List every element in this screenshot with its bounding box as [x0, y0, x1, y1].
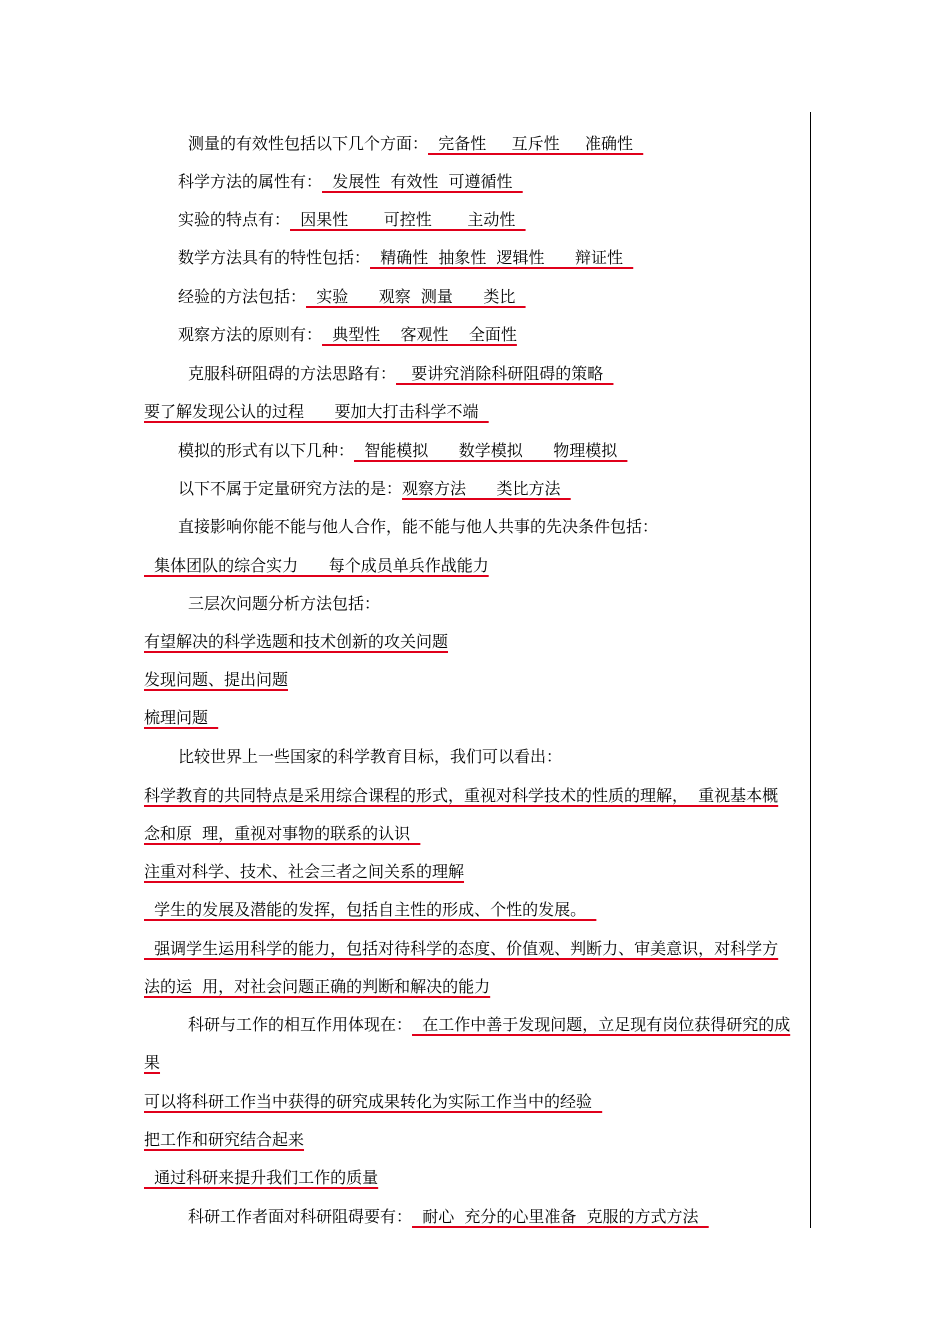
answer-text: 可以将科研工作当中获得的研究成果转化为实际工作当中的经验: [144, 1092, 603, 1111]
answer-text: 发展性 有效性 可遵循性: [322, 172, 523, 191]
answer-text: 要讲究消除科研阻碍的策略: [396, 364, 614, 383]
question-text: 科研工作者面对科研阻碍要有：: [188, 1207, 413, 1226]
text-line: [144, 285, 808, 309]
question-text: 科研与工作的相互作用体现在：: [188, 1015, 413, 1034]
answer-text: 强调学生运用科学的能力，包括对待科学的态度、价值观、判断力、审美意识，对科学方: [144, 939, 779, 958]
answer-text: 实验 观察 测量 类比: [306, 287, 526, 306]
answer-text: 耐心 充分的心里准备 克服的方式方法: [412, 1207, 709, 1226]
text-line: [144, 1205, 808, 1229]
text-line: [144, 400, 808, 424]
text-line: [144, 246, 808, 270]
question-text: 三层次问题分析方法包括：: [188, 594, 381, 613]
answer-text: 精确性 抽象性 逻辑性 辩证性: [370, 248, 634, 267]
question-text: 直接影响你能不能与他人合作，能不能与他人共事的先决条件包括：: [178, 517, 659, 536]
answer-text: 典型性 客观性 全面性: [322, 325, 517, 344]
text-line: [144, 937, 808, 961]
answer-text: 梳理问题: [144, 708, 219, 727]
question-text: 数学方法具有的特性包括：: [178, 248, 371, 267]
answer-text: 完备性 互斥性 准确性: [428, 134, 644, 153]
text-line: [144, 170, 808, 194]
answer-text: 果: [144, 1053, 161, 1072]
text-line: [144, 1166, 808, 1190]
text-line: [144, 362, 808, 386]
text-line: [144, 706, 808, 730]
text-line: [144, 860, 808, 884]
text-line: [144, 477, 808, 501]
answer-text: 学生的发展及潜能的发挥，包括自主性的形成、个性的发展。: [144, 900, 597, 919]
question-text: 观察方法的原则有：: [178, 325, 323, 344]
text-line: [144, 515, 808, 539]
text-line: [144, 745, 808, 769]
text-line: [144, 1013, 808, 1037]
answer-text: 把工作和研究结合起来: [144, 1130, 305, 1149]
question-text: 以下不属于定量研究方法的是：: [178, 479, 403, 498]
question-text: 测量的有效性包括以下几个方面：: [188, 134, 429, 153]
answer-text: 有望解决的科学选题和技术创新的攻关问题: [144, 632, 449, 651]
text-line: [144, 592, 808, 616]
question-text: 克服科研阻碍的方法思路有：: [188, 364, 397, 383]
answer-text: 要了解发现公认的过程 要加大打击科学不端: [144, 402, 489, 421]
question-text: 模拟的形式有以下几种：: [178, 441, 355, 460]
question-text: 比较世界上一些国家的科学教育目标，我们可以看出：: [178, 747, 563, 766]
answer-text: 科学教育的共同特点是采用综合课程的形式，重视对科学技术的性质的理解， 重视基本概: [144, 786, 779, 805]
text-line: [144, 1051, 808, 1075]
answer-text: 智能模拟 数学模拟 物理模拟: [354, 441, 628, 460]
question-text: 科学方法的属性有：: [178, 172, 323, 191]
text-line: [144, 1128, 808, 1152]
text-line: [144, 1090, 808, 1114]
question-text: 经验的方法包括：: [178, 287, 307, 306]
text-line: [144, 439, 808, 463]
text-line: [144, 208, 808, 232]
answer-text: 在工作中善于发现问题，立足现有岗位获得研究的成: [412, 1015, 791, 1034]
text-line: [144, 668, 808, 692]
answer-text: 观察方法 类比方法: [402, 479, 571, 498]
right-margin-rule: [810, 112, 811, 1228]
answer-text: 因果性 可控性 主动性: [290, 210, 526, 229]
answer-text: 法的运 用，对社会问题正确的判断和解决的能力: [144, 977, 491, 996]
text-line: [144, 630, 808, 654]
answer-text: 念和原 理，重视对事物的联系的认识: [144, 824, 421, 843]
text-line: [144, 132, 808, 156]
text-line: [144, 323, 808, 347]
text-line: [144, 898, 808, 922]
answer-text: 集体团队的综合实力 每个成员单兵作战能力: [144, 556, 489, 575]
text-line: [144, 975, 808, 999]
text-line: [144, 784, 808, 808]
text-line: [144, 554, 808, 578]
answer-text: 发现问题、提出问题: [144, 670, 289, 689]
text-line: [144, 822, 808, 846]
answer-text: 通过科研来提升我们工作的质量: [144, 1168, 379, 1187]
question-text: 实验的特点有：: [178, 210, 291, 229]
answer-text: 注重对科学、技术、社会三者之间关系的理解: [144, 862, 465, 881]
